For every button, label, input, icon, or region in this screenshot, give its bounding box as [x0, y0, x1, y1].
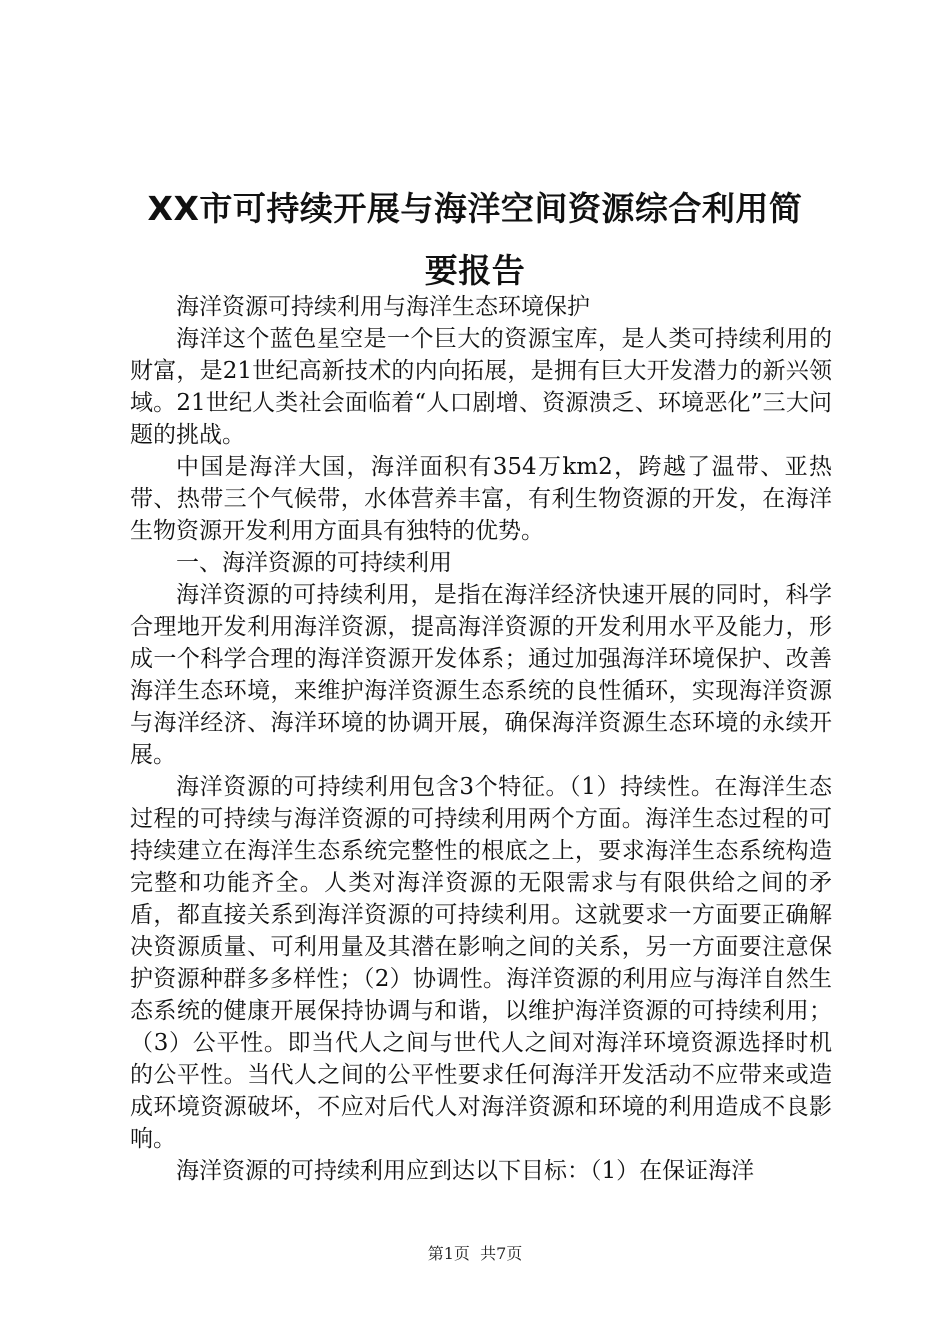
title-line-2: 要报告	[424, 251, 526, 290]
paragraph: 海洋资源的可持续利用，是指在海洋经济快速开展的同时，科学合理地开发利用海洋资源，提高海洋资源的开发利用水平及能力，形成一个科学合理的海洋资源开发体系；通过加强海洋环境保护、改善海洋生态环境，来维护海洋资源生态系统的良性循环，实现海洋资源与海洋经济、海洋环境的协调开展，确保海洋资源生态环境的永续开展。	[130, 582, 832, 768]
section-heading: 海洋资源可持续利用与海洋生态环境保护	[176, 294, 590, 320]
section-heading: 一、海洋资源的可持续利用	[176, 550, 452, 576]
page-number: 第1页 共7页	[427, 1244, 523, 1263]
title-line-1: XX市可持续开展与海洋空间资源综合利用简	[147, 189, 803, 228]
paragraph: 中国是海洋大国，海洋面积有354万km2，跨越了温带、亚热带、热带三个气候带，水体营养丰富，有利生物资源的开发，在海洋生物资源开发利用方面具有独特的优势。	[130, 454, 832, 544]
paragraph: 海洋资源的可持续利用应到达以下目标：（1）在保证海洋	[176, 1158, 755, 1184]
document-body	[130, 291, 832, 1187]
paragraph: 海洋资源的可持续利用包含3个特征。（1）持续性。在海洋生态过程的可持续与海洋资源的可持续利用两个方面。海洋生态过程的可持续建立在海洋生态系统完整性的根底之上，要求海洋生态系统构造完整和功能齐全。人类对海洋资源的无限需求与有限供给之间的矛盾，都直接关系到海洋资源的可持续利用。这就要求一方面要正确解决资源质量、可利用量及其潜在影响之间的关系，另一方面要注意保护资源种群多多样性；（2）协调性。海洋资源的利用应与海洋自然生态系统的健康开展保持协调与和谐，以维护海洋资源的可持续利用；（3）公平性。即当代人之间与世代人之间对海洋环境资源选择时机的公平性。当代人之间的公平性要求任何海洋开发活动不应带来或造成环境资源破坏，不应对后代人对海洋资源和环境的利用造成不良影响。	[130, 774, 832, 1152]
document-title	[120, 178, 830, 302]
paragraph: 海洋这个蓝色星空是一个巨大的资源宝库，是人类可持续利用的财富，是21世纪高新技术的内向拓展，是拥有巨大开发潜力的新兴领域。21世纪人类社会面临着“人口剧增、资源溃乏、环境恶化”三大问题的挑战。	[130, 326, 832, 448]
page-footer	[0, 1244, 950, 1264]
